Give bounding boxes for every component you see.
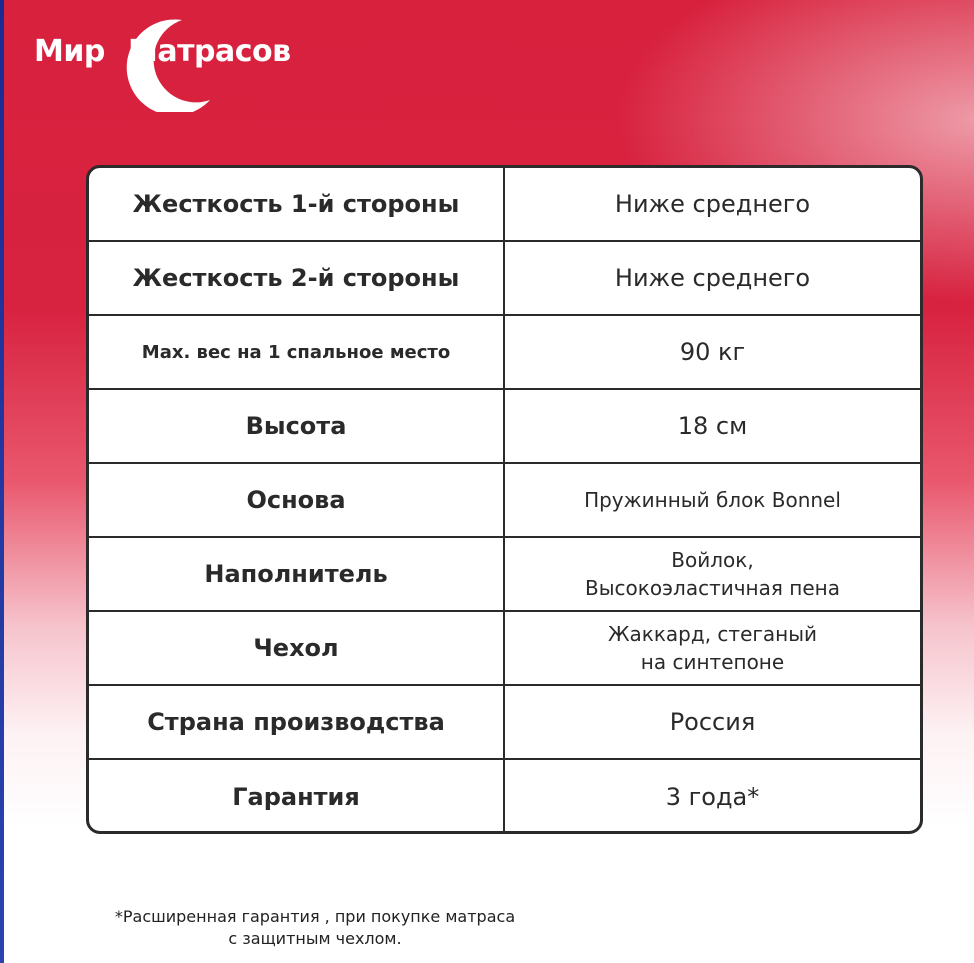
table-row [89, 168, 920, 242]
table-row [89, 242, 920, 316]
spec-label: Чехол [89, 612, 505, 684]
brand-logo [34, 18, 304, 98]
spec-value: Ниже среднего [614, 264, 811, 292]
spec-value: Ниже среднего [614, 190, 811, 218]
table-row [89, 464, 920, 538]
spec-label: Основа [89, 464, 505, 536]
table-row [89, 686, 920, 760]
specifications-table [86, 165, 923, 834]
spec-label: Гарантия [89, 760, 505, 834]
table-row [89, 316, 920, 390]
spec-value: Войлок, Высокоэластичная пена [585, 548, 840, 600]
spec-label: Жесткость 1-й стороны [89, 168, 505, 240]
table-row [89, 390, 920, 464]
spec-label: Наполнитель [89, 538, 505, 610]
spec-label: Высота [89, 390, 505, 462]
logo-text-matrasov: Матрасов [128, 34, 291, 69]
spec-value: 3 года* [665, 783, 760, 811]
spec-label: Жесткость 2-й стороны [89, 242, 505, 314]
spec-value: Россия [669, 708, 756, 736]
table-row [89, 612, 920, 686]
spec-value: 18 см [677, 412, 748, 440]
spec-value: Жаккард, стеганый на синтепоне [607, 622, 818, 674]
logo-text-mir: Мир [34, 34, 105, 69]
spec-value: 90 кг [679, 338, 746, 366]
left-edge-stripe [0, 0, 4, 963]
warranty-footnote: *Расширенная гарантия , при покупке матраса с защитным чехлом. [114, 907, 516, 948]
spec-label: Страна производства [89, 686, 505, 758]
spec-label: Max. вес на 1 спальное место [89, 316, 505, 388]
spec-value: Пружинный блок Bonnel [584, 488, 841, 512]
table-row [89, 760, 920, 834]
table-row [89, 538, 920, 612]
